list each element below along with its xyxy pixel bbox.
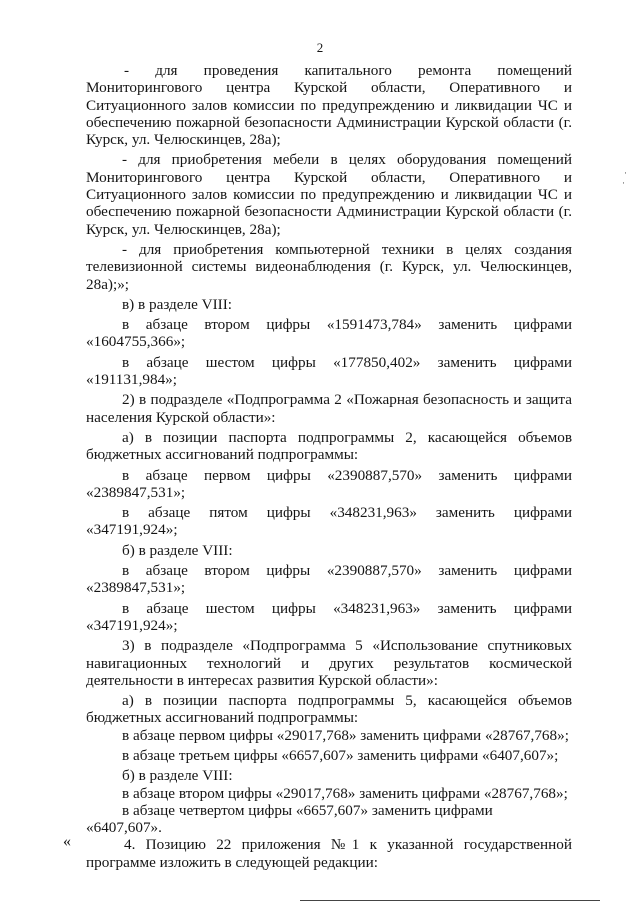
paragraph-second-paragraph-a: в абзаце втором цифры «1591473,784» заменить цифрами «1604755,366»;	[86, 316, 572, 351]
opening-quote: «	[63, 833, 71, 850]
paragraph-third-paragraph-c: в абзаце третьем цифры «6657,607» заменить цифрами «6407,607»;	[122, 746, 559, 764]
paragraph-sixth-paragraph-a: в абзаце шестом цифры «177850,402» заменить цифрами «191131,984»;	[86, 353, 572, 389]
paragraph-computers: - для приобретения компьютерной техники в целях создания телевизионной системы видеонаблюдения (г. Курск, ул. Челюскинцев, 28а);»;	[86, 240, 572, 293]
paragraph-second-paragraph-c: в абзаце втором цифры «29017,768» заменить цифрами «28767,768»;	[122, 784, 568, 802]
scan-edge-line	[300, 900, 600, 901]
paragraph-section-viii-c: б) в разделе VIII:	[122, 767, 233, 785]
paragraph-section-viii-b: б) в разделе VIII:	[122, 541, 233, 559]
document-body	[86, 62, 572, 871]
paragraph-passport-5: а) в позиции паспорта подпрограммы 5, касающейся объемов бюджетных ассигнований подпрограммы:	[86, 692, 572, 727]
paragraph-furniture: - для приобретения мебели в целях оборудования помещений Мониторингового центра Курской области, Оперативного и Ситуационного залов комиссии по предупреждению и ликвидации ЧС и обеспечению пожарной безопасности Администрации Курской области (г. Курск, ул. Челюскинцев, 28а);	[86, 151, 572, 238]
paragraph-item-4: 4. Позицию 22 приложения №1 к указанной государственной программе изложить в следующей редакции:	[86, 836, 572, 871]
paragraph-first-paragraph-c: в абзаце первом цифры «29017,768» заменить цифрами «28767,768»;	[122, 726, 569, 744]
paragraph-subprogram-2: 2) в подразделе «Подпрограмма 2 «Пожарная безопасность и защита населения Курской области»:	[86, 391, 572, 426]
paragraph-sixth-paragraph-b: в абзаце шестом цифры «348231,963» заменить цифрами «347191,924»;	[86, 599, 572, 634]
paragraph-fourth-paragraph-c: в абзаце четвертом цифры «6657,607» заменить цифрами «6407,607».	[86, 801, 493, 837]
paragraph-section-viii-a: в) в разделе VIII:	[122, 295, 232, 313]
paragraph-repair: - для проведения капитального ремонта помещений Мониторингового центра Курской области, Оперативного и Ситуационного залов комиссии по предупреждению и ликвидации ЧС и обеспечению пожарной безопасности Администрации Курской области (г. Курск, ул. Челюскинцев, 28а);	[86, 62, 572, 149]
page-number: 2	[316, 40, 324, 55]
paragraph-first-paragraph-b: в абзаце первом цифры «2390887,570» заменить цифрами «2389847,531»;	[86, 466, 572, 501]
paragraph-fifth-paragraph-b: в абзаце пятом цифры «348231,963» заменить цифрами «347191,924»;	[86, 504, 572, 539]
paragraph-subprogram-5: 3) в подразделе «Подпрограмма 5 «Использование спутниковых навигационных технологий и других результатов космической деятельности в интересах развития Курской области»:	[86, 637, 572, 689]
paragraph-passport-2: а) в позиции паспорта подпрограммы 2, касающейся объемов бюджетных ассигнований подпрограммы:	[86, 428, 572, 464]
scan-speck: ·	[624, 168, 627, 178]
scan-speck: ·	[622, 178, 625, 188]
paragraph-second-paragraph-b: в абзаце втором цифры «2390887,570» заменить цифрами «2389847,531»;	[86, 562, 572, 597]
